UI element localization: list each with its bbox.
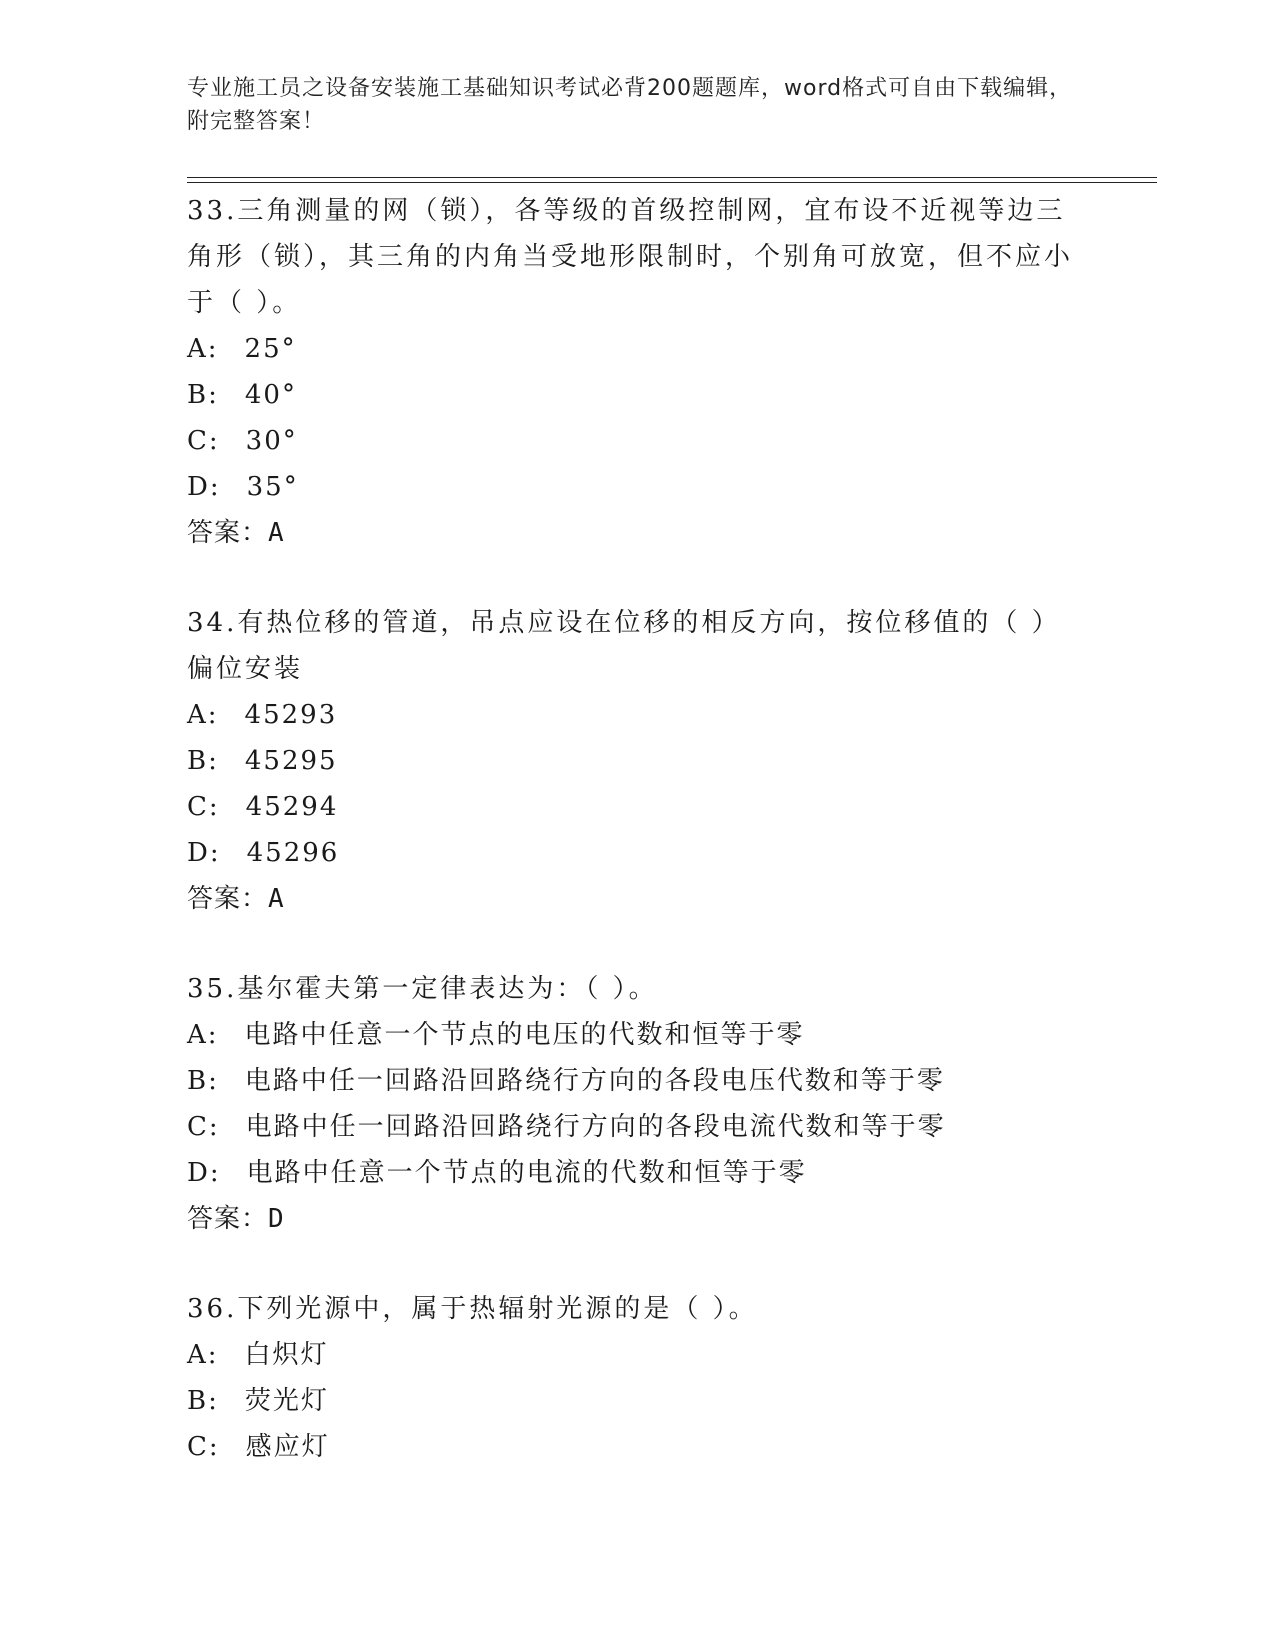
- option-text: 荧光灯: [244, 1386, 329, 1416]
- header-divider-top: [187, 177, 1157, 178]
- question-36: [187, 1286, 1087, 1470]
- option-text: 35°: [246, 472, 299, 502]
- option-letter: D:: [187, 472, 221, 502]
- question-33: [187, 188, 1087, 556]
- answer-value: A: [268, 884, 285, 914]
- answer-label: 答案：: [187, 884, 269, 914]
- answer-value: D: [268, 1204, 285, 1234]
- option-text: 感应灯: [245, 1432, 330, 1462]
- option-text: 45296: [246, 838, 340, 868]
- option-a: [187, 326, 1087, 372]
- option-text: 电路中任一回路沿回路绕行方向的各段电流代数和等于零: [245, 1112, 946, 1142]
- option-a: [187, 1012, 1087, 1058]
- option-text: 电路中任一回路沿回路绕行方向的各段电压代数和等于零: [244, 1066, 945, 1096]
- answer-line: [187, 876, 1087, 922]
- document-header: 专业施工员之设备安装施工基础知识考试必背200题题库，word格式可自由下载编辑，附完整答案！: [187, 76, 1073, 134]
- option-c: [187, 418, 1087, 464]
- option-text: 45295: [244, 746, 338, 776]
- option-text: 白炽灯: [244, 1340, 329, 1370]
- question-list: [187, 188, 1087, 1514]
- option-c: [187, 1424, 1087, 1470]
- option-letter: A:: [187, 334, 219, 364]
- option-letter: A:: [187, 1020, 219, 1050]
- question-text: 35.基尔霍夫第一定律表达为：（ ）。: [187, 974, 658, 1004]
- answer-line: [187, 1196, 1087, 1242]
- option-letter: A:: [187, 700, 219, 730]
- option-letter: B:: [187, 1386, 219, 1416]
- option-a: [187, 1332, 1087, 1378]
- option-text: 电路中任意一个节点的电压的代数和恒等于零: [244, 1020, 805, 1050]
- option-letter: A:: [187, 1340, 219, 1370]
- option-text: 40°: [244, 380, 297, 410]
- option-b: [187, 372, 1087, 418]
- option-b: [187, 1378, 1087, 1424]
- option-b: [187, 1058, 1087, 1104]
- option-a: [187, 692, 1087, 738]
- question-text: 34.有热位移的管道，吊点应设在位移的相反方向，按位移值的（ ）偏位安装: [187, 608, 1061, 684]
- answer-label: 答案：: [187, 1204, 269, 1234]
- option-letter: B:: [187, 380, 219, 410]
- option-c: [187, 1104, 1087, 1150]
- option-letter: D:: [187, 838, 221, 868]
- option-letter: C:: [187, 1432, 220, 1462]
- option-b: [187, 738, 1087, 784]
- option-text: 45293: [244, 700, 338, 730]
- question-text: 33.三角测量的网（锁），各等级的首级控制网，宜布设不近视等边三角形（锁），其三角的内角当受地形限制时，个别角可放宽，但不应小于（ ）。: [187, 196, 1074, 318]
- option-d: [187, 830, 1087, 876]
- question-text: 36.下列光源中，属于热辐射光源的是（ ）。: [187, 1294, 758, 1324]
- option-letter: C:: [187, 1112, 220, 1142]
- option-text: 25°: [244, 334, 297, 364]
- option-d: [187, 464, 1087, 510]
- option-letter: D:: [187, 1158, 221, 1188]
- option-c: [187, 784, 1087, 830]
- option-letter: B:: [187, 1066, 219, 1096]
- option-letter: C:: [187, 426, 220, 456]
- option-letter: C:: [187, 792, 220, 822]
- option-text: 30°: [245, 426, 298, 456]
- question-34: [187, 600, 1087, 922]
- answer-label: 答案：: [187, 518, 269, 548]
- answer-line: [187, 510, 1087, 556]
- answer-value: A: [268, 518, 285, 548]
- option-text: 45294: [245, 792, 339, 822]
- option-letter: B:: [187, 746, 219, 776]
- header-divider-bottom: [187, 182, 1157, 183]
- option-d: [187, 1150, 1087, 1196]
- question-35: [187, 966, 1087, 1242]
- option-text: 电路中任意一个节点的电流的代数和恒等于零: [246, 1158, 807, 1188]
